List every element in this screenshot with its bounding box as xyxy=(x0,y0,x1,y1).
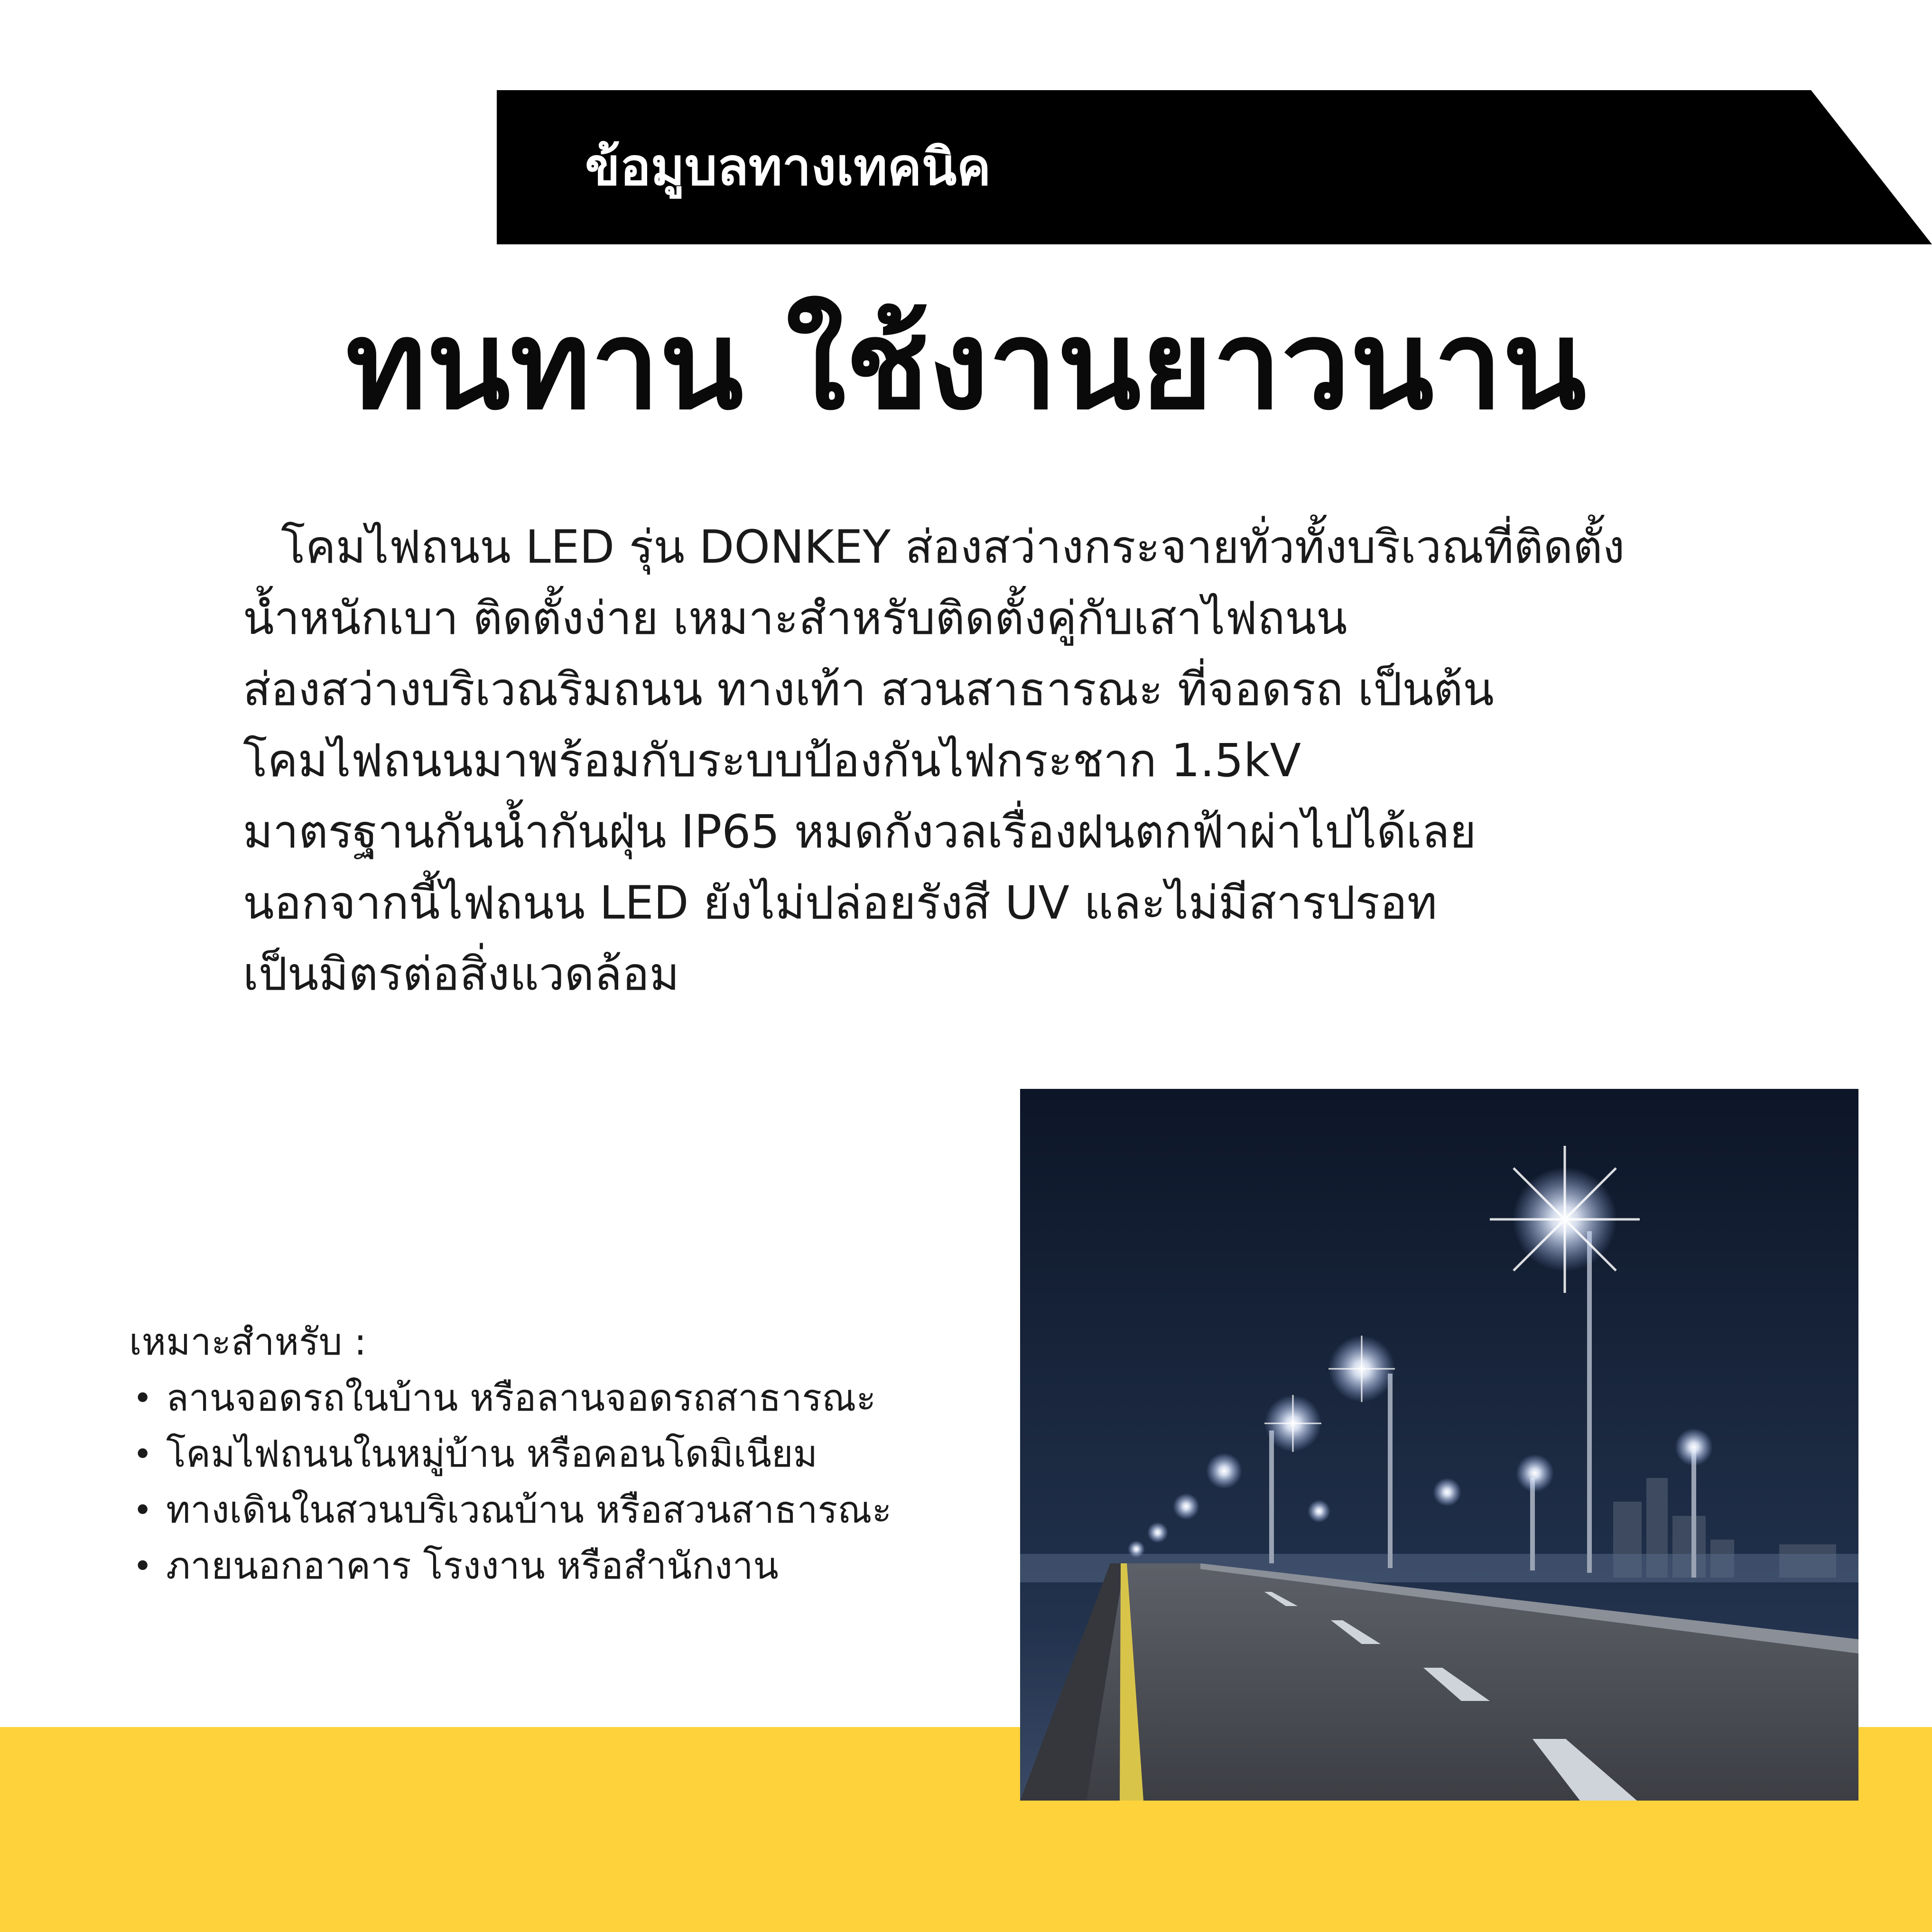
list-item xyxy=(129,1426,983,1482)
description-paragraph xyxy=(243,511,1737,1010)
list-item-label: ทางเดินในสวนบริเวณบ้าน หรือสวนสาธารณะ xyxy=(166,1489,892,1532)
bullet-icon: • xyxy=(133,1491,153,1530)
description-line: มาตรฐานกันน้ำกันฝุ่น IP65 หมดกังวลเรื่องฝนตกฟ้าผ่าไปได้เลย xyxy=(243,805,1477,858)
description-line: เป็นมิตรต่อสิ่งแวดล้อม xyxy=(243,947,679,1001)
list-item-label: ลานจอดรถในบ้าน หรือลานจอดรถสาธารณะ xyxy=(166,1377,876,1420)
street-light-night-photo xyxy=(1020,1089,1858,1801)
headline: ทนทาน ใช้งานยาวนาน xyxy=(345,294,1587,437)
suitable-for-list xyxy=(129,1370,983,1594)
list-item xyxy=(129,1370,983,1426)
section-banner xyxy=(497,90,1932,244)
list-item xyxy=(129,1538,983,1594)
description-line: น้ำหนักเบา ติดตั้งง่าย เหมาะสำหรับติดตั้งคู่กับเสาไฟถนน xyxy=(243,592,1347,645)
list-item-label: โคมไฟถนนในหมู่บ้าน หรือคอนโดมิเนียม xyxy=(166,1433,818,1476)
list-item xyxy=(129,1482,983,1538)
description-line: โคมไฟถนนมาพร้อมกับระบบป้องกันไฟกระชาก 1.5kV xyxy=(243,734,1301,787)
list-item-label: ภายนอกอาคาร โรงงาน หรือสำนักงาน xyxy=(166,1545,779,1588)
description-line: โคมไฟถนน LED รุ่น DONKEY ส่องสว่างกระจายทั่วทั้งบริเวณที่ติดตั้ง xyxy=(281,520,1625,574)
banner-title: ข้อมูบลทางเทคนิค xyxy=(585,138,991,197)
bullet-icon: • xyxy=(133,1379,153,1418)
description-line: ส่องสว่างบริเวณริมถนน ทางเท้า สวนสาธารณะ ที่จอดรถ เป็นต้น xyxy=(243,663,1494,716)
suitable-for-section xyxy=(129,1314,983,1594)
bullet-icon: • xyxy=(133,1547,153,1586)
suitable-for-heading: เหมาะสำหรับ : xyxy=(129,1321,367,1364)
street-light-icon xyxy=(1020,1089,1858,1801)
bullet-icon: • xyxy=(133,1435,153,1474)
description-line: นอกจากนี้ไฟถนน LED ยังไม่ปล่อยรังสี UV และไม่มีสารปรอท xyxy=(243,876,1437,929)
